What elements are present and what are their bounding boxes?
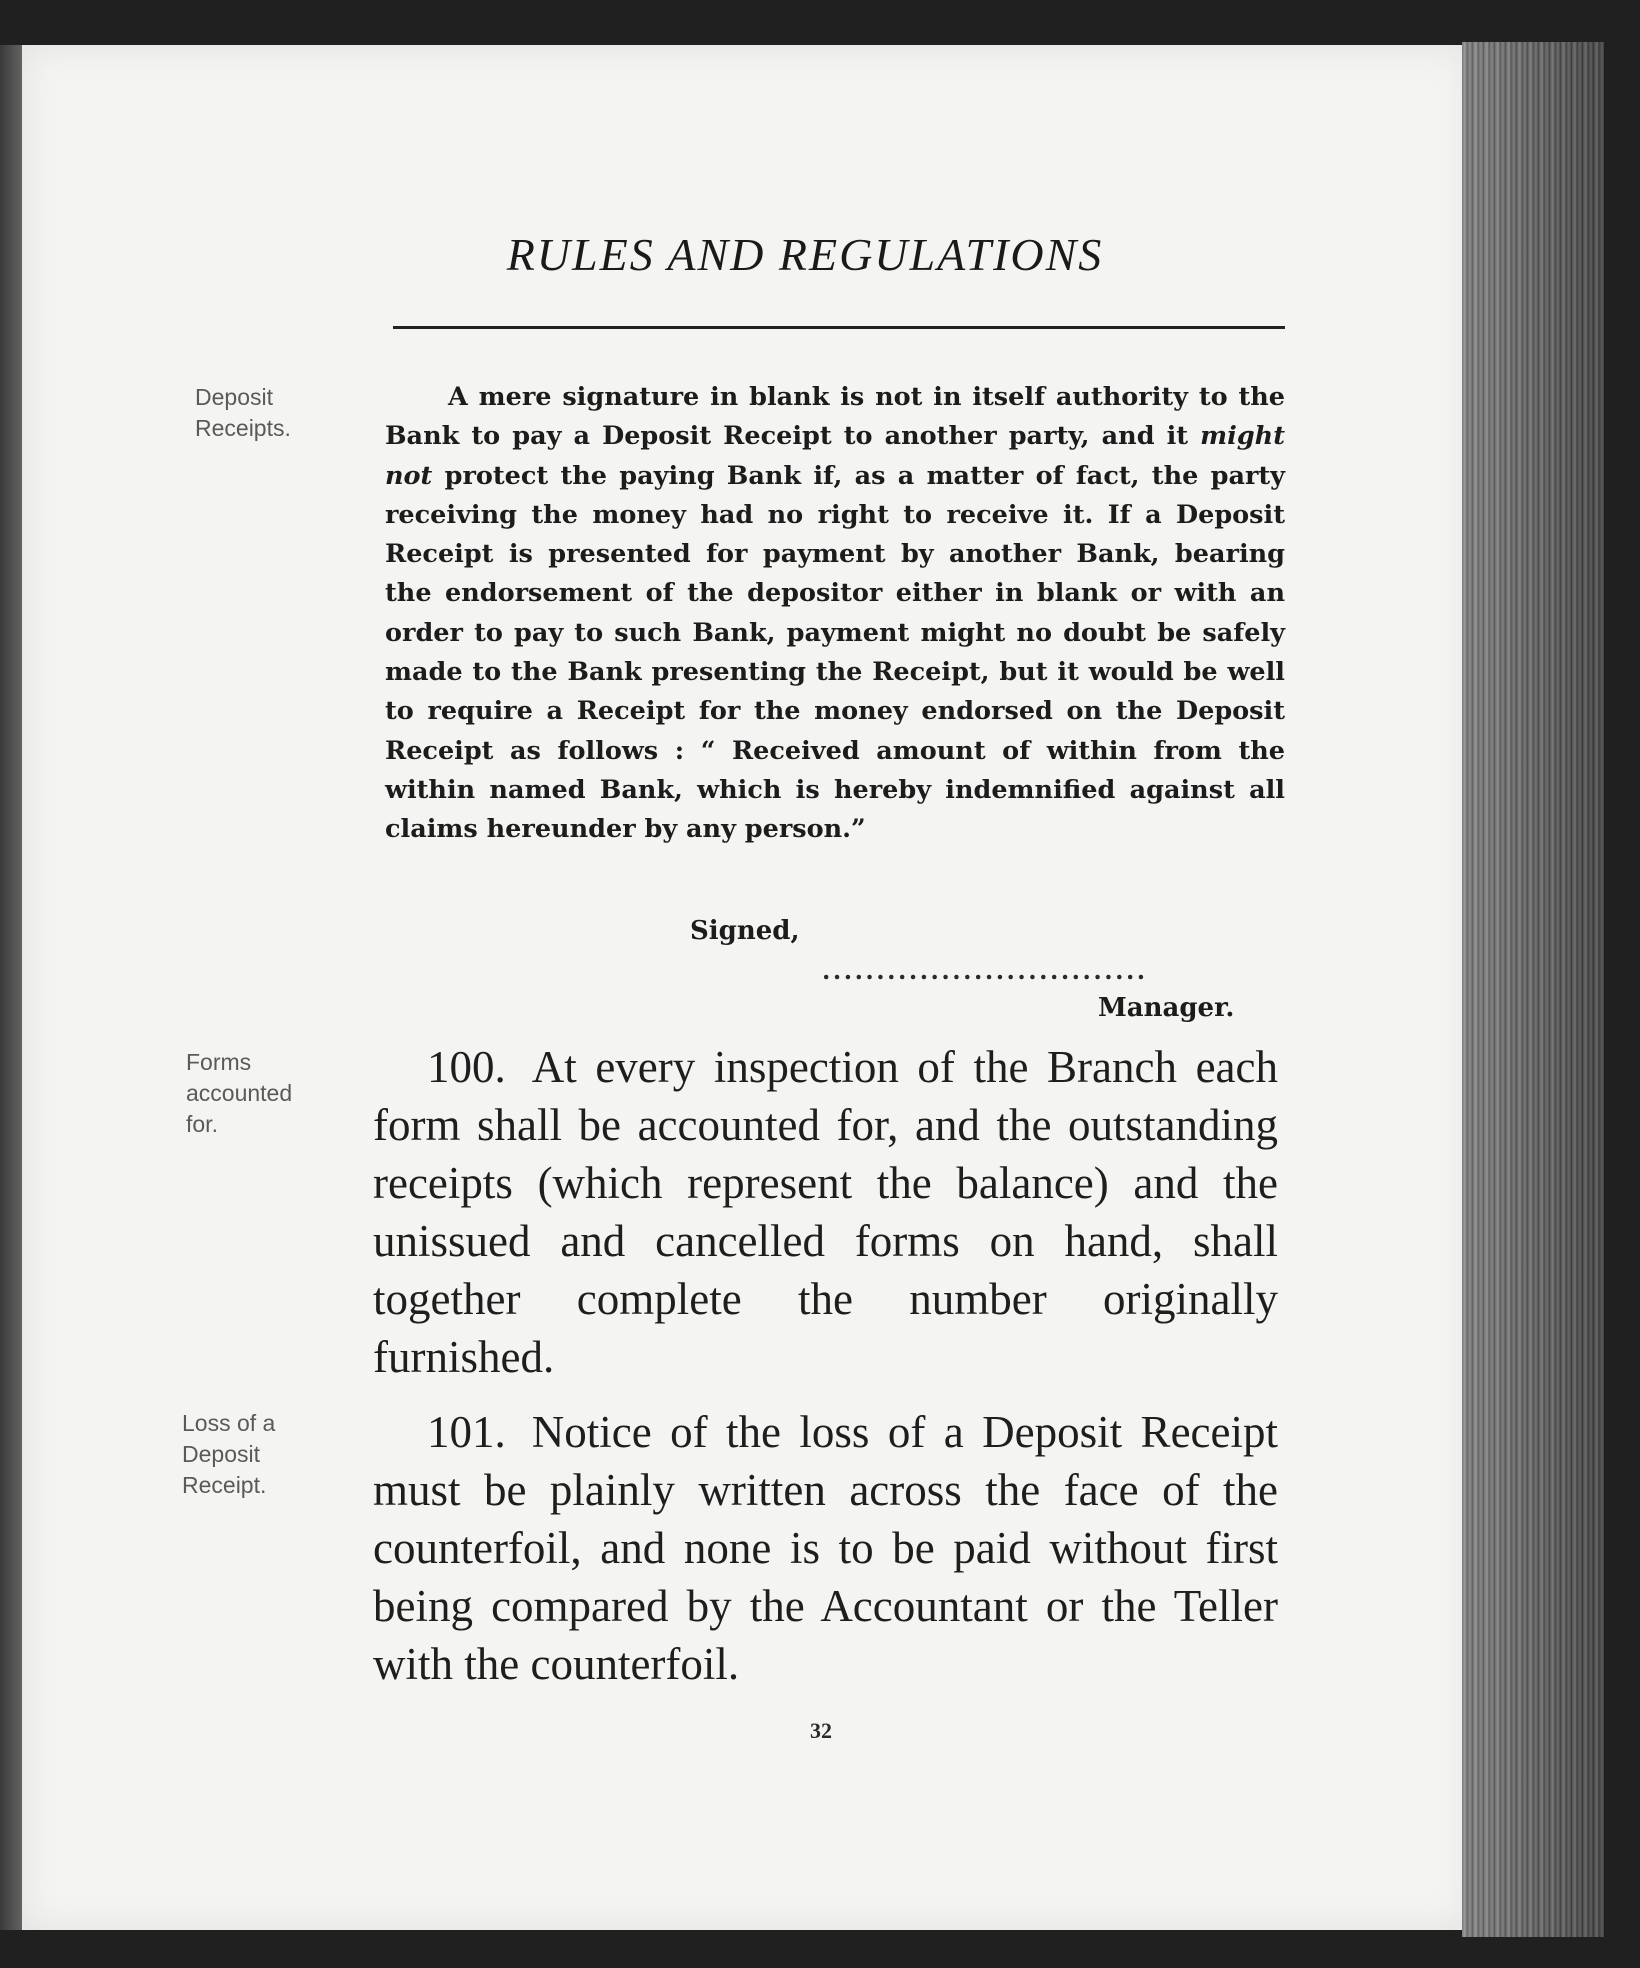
book-fore-edge-shade: [1462, 42, 1604, 1937]
deposit-text-part-2: protect the paying Bank if, as a matter of fact, the party receiving the money had no right to receive it. If a Deposit Receipt is presented for payment by another Bank, bearing the endorsement of the depositor either in blank or with an order to pay to such Bank, payment might no doubt be safely made to the Bank presenting the Receipt, but it would be well to require a Receipt for the money endorsed on the Deposit Receipt as follows : “ Received amount of within from the within named Bank, which is hereby indemnified against all claims hereunder by any person.”: [385, 460, 1285, 845]
paragraph-100: [373, 1038, 1278, 1386]
margin-note-loss-of-receipt: Loss of a Deposit Receipt.: [182, 1410, 276, 1498]
paragraph-101-text: Notice of the loss of a Deposit Receipt must be plainly written across the face of the counterfoil, and none is to be paid without first being compared by the Accountant or the Teller with the counterfoil.: [373, 1407, 1278, 1689]
paragraph-101: [373, 1403, 1278, 1693]
deposit-receipts-paragraph: [385, 378, 1285, 850]
margin-note-forms-accounted: Forms accounted for.: [186, 1049, 293, 1137]
deposit-text-italic: might not: [385, 421, 1285, 491]
margin-note-deposit-receipts: Deposit Receipts.: [195, 384, 291, 441]
header-rule: [393, 326, 1285, 329]
paragraph-number-101: 101.: [427, 1407, 506, 1457]
paragraph-100-text: At every inspection of the Branch each form shall be accounted for, and the outstanding receipts (which represent the balance) and the unissued and cancelled forms on hand, shall together complete the number originally furnished.: [373, 1042, 1278, 1382]
signature-line: ..............................: [822, 956, 1148, 985]
paragraph-number-100: 100.: [427, 1042, 506, 1092]
page-number: 32: [810, 1718, 832, 1743]
signed-label: Signed,: [690, 916, 800, 946]
deposit-text-part-1: A mere signature in blank is not in itself authority to the Bank to pay a Deposit Receipt to another party, and it: [385, 382, 1285, 452]
running-head: RULES AND REGULATIONS: [506, 229, 1104, 280]
manager-label: Manager.: [1098, 993, 1235, 1023]
